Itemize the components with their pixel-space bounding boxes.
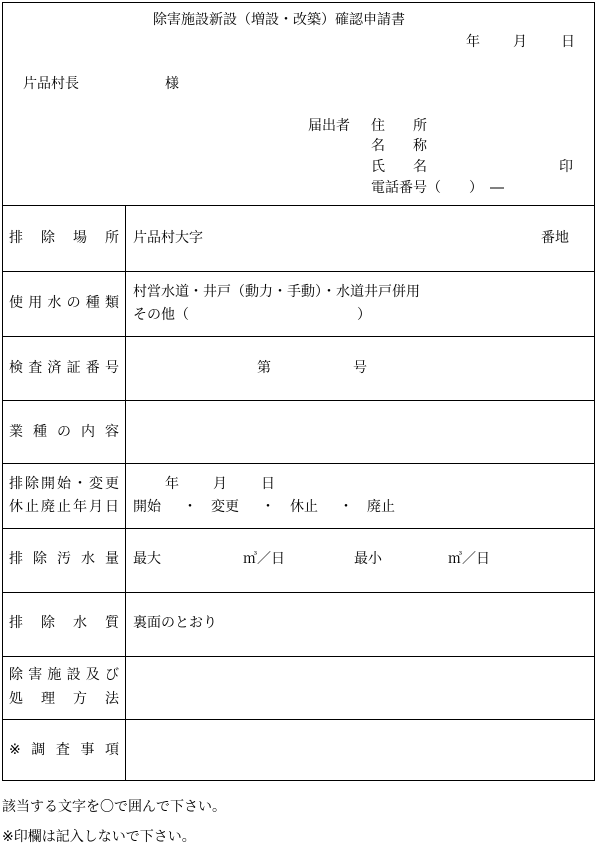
certificate-number-prefix: 第 [257, 360, 271, 376]
row-divider [3, 719, 594, 720]
addressee: 片品村長 [23, 76, 79, 92]
row-divider [3, 205, 594, 206]
column-divider [125, 205, 126, 780]
option-dot: ・ [183, 499, 197, 515]
water-type-other: その他（ ） [133, 307, 371, 323]
volume-max-unit: ㎥／日 [243, 551, 285, 567]
row-label-business-type: 業種の内容 [9, 424, 119, 440]
row-label-wastewater-volume: 排除汚水量 [9, 551, 119, 567]
row-label-certificate-number: 検査済証番号 [9, 360, 119, 376]
row-divider [3, 528, 594, 529]
note-circle-instruction: 該当する文字を〇で囲んで下さい。 [2, 799, 226, 815]
row-label-change-date-1: 排除開始・変更 [9, 476, 119, 492]
option-start: 開始 [133, 499, 161, 515]
note-seal-instruction: ※印欄は記入しないで下さい。 [2, 829, 196, 845]
phone-label: 電話番号（ ） ― [371, 180, 504, 196]
change-date-day: 日 [261, 476, 275, 492]
change-date-year: 年 [165, 476, 179, 492]
option-change: 変更 [211, 499, 239, 515]
date-year: 年 [466, 34, 480, 50]
option-suspend: 休止 [290, 499, 318, 515]
discharge-place-lot: 番地 [541, 230, 569, 246]
row-label-facility-1: 除害施設及び [9, 667, 119, 683]
change-date-month: 月 [213, 476, 227, 492]
row-label-facility-2: 処理方法 [9, 691, 119, 707]
option-abolish: 廃止 [367, 499, 395, 515]
date-month: 月 [513, 34, 527, 50]
person-label: 氏 名 [371, 159, 427, 175]
option-dot: ・ [261, 499, 275, 515]
row-divider [3, 656, 594, 657]
row-label-change-date-2: 休止廃止年月日 [9, 499, 119, 515]
certificate-number-suffix: 号 [353, 360, 367, 376]
applicant-label: 届出者 [308, 118, 350, 134]
water-quality-value: 裏面のとおり [133, 615, 217, 631]
water-type-options: 村営水道・井戸（動力・手動）・水道井戸併用 [133, 284, 420, 300]
option-dot: ・ [339, 499, 353, 515]
date-day: 日 [561, 34, 575, 50]
row-label-water-type: 使用水の種類 [9, 295, 119, 311]
seal-label: 印 [559, 159, 573, 175]
row-divider [3, 592, 594, 593]
name-label: 名 称 [371, 138, 427, 154]
row-label-water-quality: 排除水質 [9, 615, 119, 631]
addressee-suffix: 様 [165, 76, 179, 92]
row-divider [3, 400, 594, 401]
discharge-place-village: 片品村大字 [133, 230, 203, 246]
row-label-discharge-place: 排除場所 [9, 230, 119, 246]
address-label: 住 所 [371, 118, 427, 134]
volume-min-label: 最小 [354, 551, 382, 567]
form-frame [2, 2, 595, 781]
row-divider [3, 271, 594, 272]
row-divider [3, 336, 594, 337]
volume-min-unit: ㎥／日 [448, 551, 490, 567]
volume-max-label: 最大 [133, 551, 161, 567]
row-divider [3, 463, 594, 464]
row-label-survey-items: ※調査事項 [9, 742, 119, 758]
form-title: 除害施設新設（増設・改築）確認申請書 [153, 12, 405, 28]
